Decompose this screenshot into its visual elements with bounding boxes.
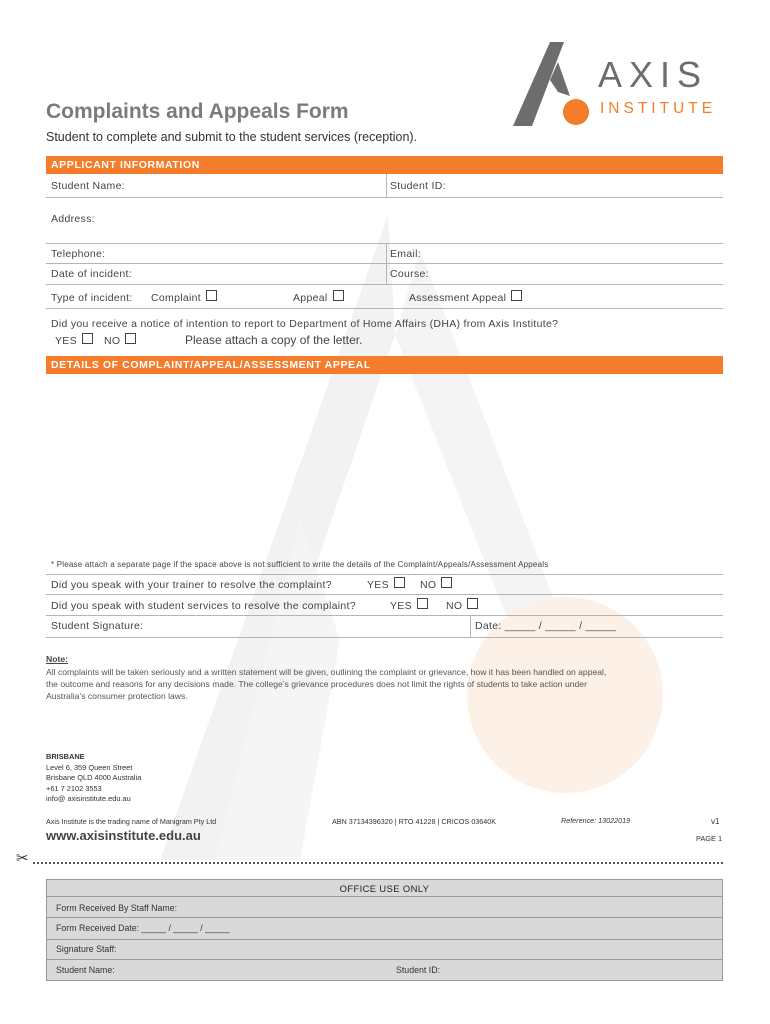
reference: Reference: 13022019 [561,816,631,825]
divider [386,174,387,197]
checkbox-icon[interactable] [417,598,428,609]
date-label: Date: _____ / _____ / _____ [475,620,617,632]
trainer-yes-option[interactable] [367,577,405,591]
checkbox-icon[interactable] [394,577,405,588]
signature-label: Student Signature: [51,620,144,632]
checkbox-icon[interactable] [511,290,522,301]
website-link[interactable]: www.axisinstitute.edu.au [46,828,201,843]
divider [47,917,722,918]
scissors-icon: ✂ [16,850,29,867]
checkbox-icon[interactable] [441,577,452,588]
logo-mark [510,40,600,130]
trainer-no-option[interactable] [420,577,452,591]
received-date-label: Form Received Date: _____ / _____ / _____ [56,923,230,933]
yes-label: YES [367,579,389,591]
office-heading: OFFICE USE ONLY [339,883,430,894]
office-use-box [46,879,723,981]
date-of-incident-label: Date of incident: [51,268,132,280]
address-block [46,752,141,805]
version: v1 [711,817,720,826]
yes-label: YES [390,600,412,612]
office-student-name-label: Student Name: [56,965,115,975]
divider [46,284,723,285]
office-student-id-label: Student ID: [396,965,441,975]
course-label: Course: [390,268,429,280]
checkbox-icon[interactable] [333,290,344,301]
trainer-question: Did you speak with your trainer to resolve the complaint? [51,579,332,591]
assessment-appeal-option[interactable] [409,290,522,304]
note-line-3: Australia’s consumer protection laws. [46,691,188,701]
complaint-label: Complaint [151,292,201,304]
logo-word: AXIS [598,54,709,95]
divider [46,197,723,198]
assessment-appeal-label: Assessment Appeal [409,292,507,304]
checkbox-icon[interactable] [467,598,478,609]
divider [47,959,722,960]
no-label: NO [104,335,121,347]
divider [47,939,722,940]
phone: +61 7 2102 3553 [46,783,102,793]
divider [46,615,723,616]
no-label: NO [420,579,437,591]
divider [46,263,723,264]
page-subtitle: Student to complete and submit to the student services (reception). [46,130,418,144]
trading-name: Axis Institute is the trading name of Manigram Pty Ltd [46,817,217,826]
logo [510,40,725,130]
appeal-option[interactable] [293,290,344,304]
checkbox-icon[interactable] [206,290,217,301]
note-line-2: the outcome and reasons for any decisions made. The college’s grievance procedures does not limit the rights of students to take action under [46,679,587,689]
divider [47,896,722,897]
page-title: Complaints and Appeals Form [46,100,349,123]
appeal-label: Appeal [293,292,328,304]
section-details-heading: DETAILS OF COMPLAINT/APPEAL/ASSESSMENT APPEAL [46,356,723,374]
student-id-label: Student ID: [390,180,446,192]
divider [470,615,471,637]
checkbox-icon[interactable] [82,333,93,344]
section-applicant-heading: APPLICANT INFORMATION [46,156,723,174]
cut-line [33,862,723,864]
city: BRISBANE [46,752,85,761]
divider [46,243,723,244]
dha-no-option[interactable] [104,333,136,347]
separate-page-note: * Please attach a separate page if the space above is not sufficient to write the details of the Complaint/Appeals/Assessment Appeals [51,560,549,569]
logo-sub: INSTITUTE [600,100,717,117]
signature-staff-label: Signature Staff: [56,944,117,954]
address-label: Address: [51,213,95,225]
note-line-1: All complaints will be taken seriously and a written statement will be given, outlining the complaint or grievance, how it has been handled on appeal, [46,667,607,677]
divider [46,574,723,575]
yes-label: YES [55,335,77,347]
dha-yes-option[interactable] [55,333,93,347]
dha-question: Did you receive a notice of intention to report to Department of Home Affairs (DHA) from Axis Institute? [51,318,559,330]
page-number: PAGE 1 [696,834,723,843]
type-of-incident-label: Type of incident: [51,292,133,304]
no-label: NO [446,600,463,612]
abn-rto-cricos: ABN 37134396320 | RTO 41228 | CRICOS 03640K [332,817,497,826]
divider [46,594,723,595]
services-question: Did you speak with student services to resolve the complaint? [51,600,356,612]
received-by-label: Form Received By Staff Name: [56,903,178,913]
details-textarea[interactable] [46,376,723,554]
divider [46,308,723,309]
note-heading: Note: [46,654,68,664]
street: Level 6, 359 Queen Street [46,762,133,772]
attach-letter-text: Please attach a copy of the letter. [185,333,363,347]
suburb: Brisbane QLD 4000 Australia [46,773,142,782]
telephone-label: Telephone: [51,248,106,260]
email-label: Email: [390,248,421,260]
student-name-label: Student Name: [51,180,125,192]
divider [46,637,723,638]
complaint-option[interactable] [151,290,217,304]
services-yes-option[interactable] [390,598,428,612]
checkbox-icon[interactable] [125,333,136,344]
services-no-option[interactable] [446,598,478,612]
email: info@ axisinstitute.edu.au [46,794,131,803]
